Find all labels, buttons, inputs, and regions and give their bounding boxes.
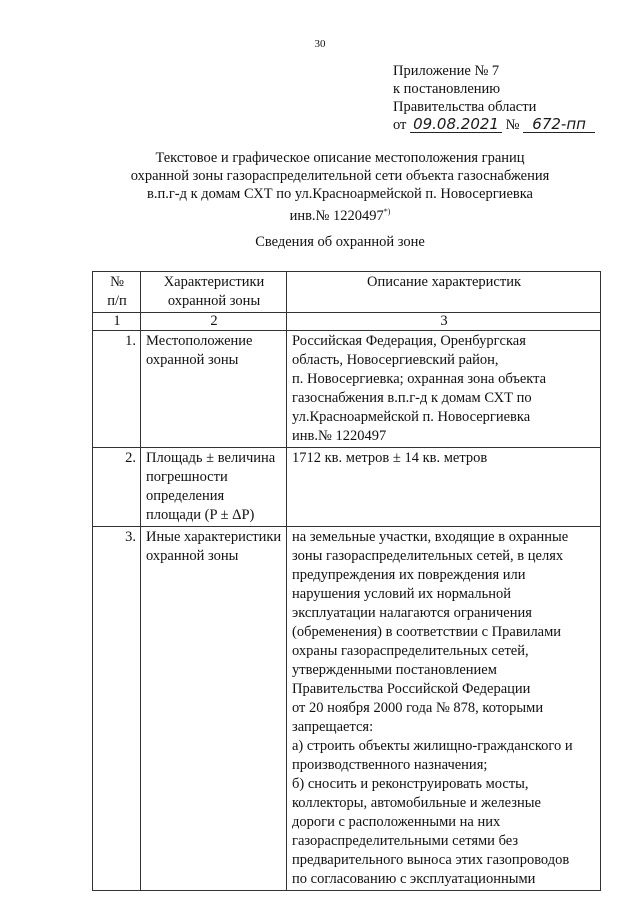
desc-line: газораспределительными сетями без <box>292 833 519 849</box>
title-line-4 <box>60 203 620 225</box>
row-characteristic <box>141 331 287 448</box>
header-description: Описание характеристик <box>287 272 601 313</box>
desc-line: утвержденными постановлением <box>292 662 497 678</box>
char-line: определения <box>146 488 225 504</box>
desc-line: (обременения) в соответствии с Правилами <box>292 624 562 640</box>
row-description <box>287 527 601 891</box>
row-characteristic <box>141 448 287 527</box>
header-char-line-2: охранной зоны <box>167 293 261 309</box>
desc-line: охраны газораспределительных сетей, <box>292 643 529 659</box>
desc-line: Российская Федерация, Оренбургская <box>292 333 526 349</box>
appendix-line-2: к постановлению <box>393 81 501 97</box>
desc-line: нарушения условий их нормальной <box>292 586 512 602</box>
row-description <box>287 331 601 448</box>
desc-line: п. Новосергиевка; охранная зона объекта <box>292 371 547 387</box>
protection-zone-table <box>92 271 601 891</box>
char-line: Площадь ± величина <box>146 450 276 466</box>
appendix-line-3: Правительства области <box>393 99 537 115</box>
row-number: 1. <box>93 331 141 448</box>
header-num-line-1: № <box>110 274 124 290</box>
appendix-block <box>393 62 595 134</box>
desc-line: производственного назначения; <box>292 757 488 773</box>
desc-line: по согласованию с эксплуатационными <box>292 871 536 887</box>
document-title <box>60 149 620 225</box>
char-line: погрешности <box>146 469 228 485</box>
table-row <box>93 331 601 448</box>
table-header-row <box>93 272 601 313</box>
header-num <box>93 272 141 313</box>
char-line: Местоположение <box>146 333 253 349</box>
row-number: 3. <box>93 527 141 891</box>
desc-line: запрещается: <box>292 719 374 735</box>
title-line-3: в.п.г-д к домам СХТ по ул.Красноармейской п. Новосергиевка <box>147 186 533 202</box>
char-line: Иные характеристики <box>146 529 282 545</box>
desc-line: ул.Красноармейской п. Новосергиевка <box>292 409 531 425</box>
desc-line: на земельные участки, входящие в охранные <box>292 529 569 545</box>
footnote-mark: *) <box>383 207 391 216</box>
table-row <box>93 448 601 527</box>
desc-line: инв.№ 1220497 <box>292 428 387 444</box>
table-index-row <box>93 313 601 331</box>
header-num-line-2: п/п <box>107 293 127 309</box>
desc-line: зоны газораспределительных сетей, в целях <box>292 548 564 564</box>
desc-line: б) сносить и реконструировать мосты, <box>292 776 529 792</box>
index-cell-2: 2 <box>141 313 287 331</box>
desc-line: Правительства Российской Федерации <box>292 681 531 697</box>
desc-line: от 20 ноября 2000 года № 878, которыми <box>292 700 544 716</box>
header-char-line-1: Характеристики <box>163 274 265 290</box>
row-description <box>287 448 601 527</box>
title-line-1: Текстовое и графическое описание местоположения границ <box>155 150 525 166</box>
title-inventory: инв.№ 1220497 <box>289 207 384 224</box>
section-subtitle: Сведения об охранной зоне <box>255 234 425 250</box>
desc-line: предупреждения их повреждения или <box>292 567 526 583</box>
desc-line: а) строить объекты жилищно-гражданского и <box>292 738 573 754</box>
page-number: 30 <box>314 38 326 50</box>
handwritten-date: 09.08.2021 <box>410 116 502 133</box>
appendix-line-1: Приложение № 7 <box>393 63 500 79</box>
handwritten-number: 672-пп <box>523 116 595 133</box>
row-characteristic <box>141 527 287 891</box>
char-line: охранной зоны <box>146 352 239 368</box>
desc-line: предварительного выноса этих газопроводов <box>292 852 570 868</box>
char-line: площади (P ± ΔP) <box>146 507 255 523</box>
desc-line: коллекторы, автомобильные и железные <box>292 795 541 811</box>
row-number: 2. <box>93 448 141 527</box>
table-row <box>93 527 601 891</box>
desc-line: эксплуатации налагаются ограничения <box>292 605 532 621</box>
char-line: охранной зоны <box>146 548 239 564</box>
date-prefix: от <box>393 117 407 133</box>
header-characteristic <box>141 272 287 313</box>
desc-line: газоснабжения в.п.г-д к домам СХТ по <box>292 390 532 406</box>
index-cell-1: 1 <box>93 313 141 331</box>
desc-line: дороги с расположенными на них <box>292 814 501 830</box>
index-cell-3: 3 <box>287 313 601 331</box>
desc-line: область, Новосергиевский район, <box>292 352 499 368</box>
appendix-date-line <box>393 116 595 134</box>
title-line-2: охранной зоны газораспределительной сети объекта газоснабжения <box>130 168 550 184</box>
desc-line: 1712 кв. метров ± 14 кв. метров <box>292 450 488 466</box>
number-prefix: № <box>505 117 520 133</box>
